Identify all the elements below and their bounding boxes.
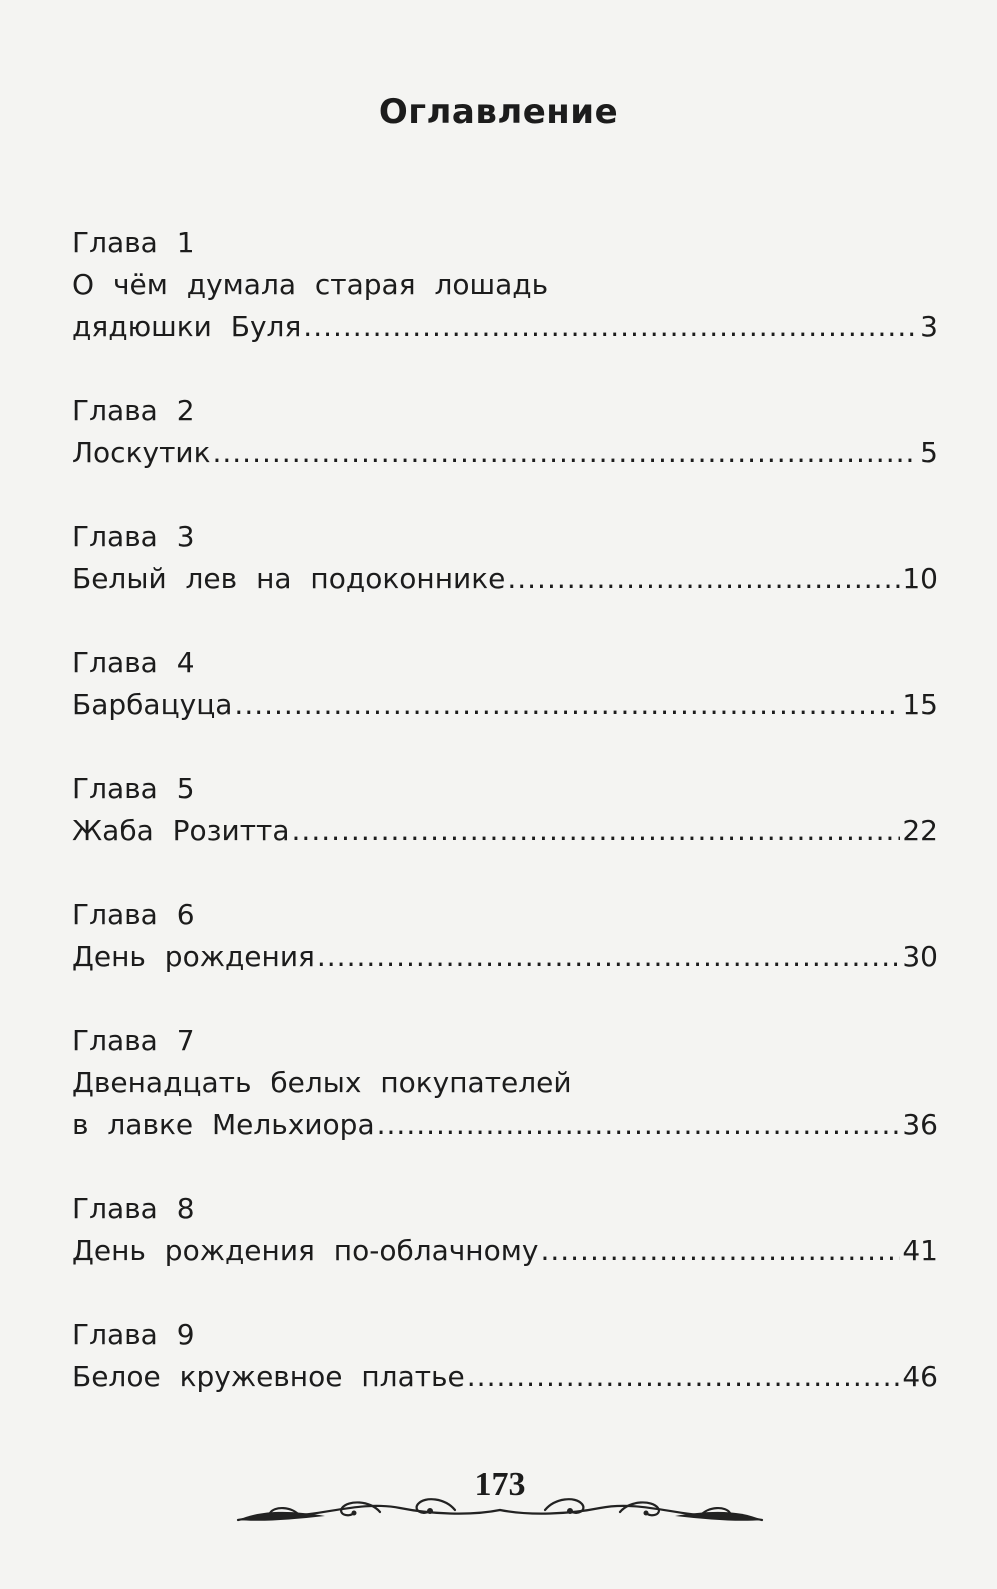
dot-leader (317, 936, 900, 978)
dot-leader (212, 432, 918, 474)
chapter-page-number: 46 (902, 1360, 938, 1393)
chapter-page-number: 10 (902, 562, 938, 595)
page-footer (230, 1458, 770, 1528)
chapter-title: Лоскутик (72, 436, 211, 469)
chapter-title: в лавке Мельхиора (72, 1108, 375, 1141)
dot-leader (540, 1230, 900, 1272)
chapter-label: Глава 6 (72, 898, 195, 931)
toc-entry (72, 1314, 938, 1398)
toc-entry (72, 516, 938, 600)
chapter-title: Двенадцать белых покупателей (72, 1066, 572, 1099)
chapter-page-number: 36 (902, 1108, 938, 1141)
chapter-label: Глава 7 (72, 1024, 195, 1057)
chapter-title-line (72, 1356, 938, 1398)
chapter-label: Глава 9 (72, 1318, 195, 1351)
chapter-title: День рождения по-облачному (72, 1234, 539, 1267)
chapter-title: Барбацуца (72, 688, 233, 721)
dot-leader (303, 306, 918, 348)
toc-entry (72, 642, 938, 726)
dot-leader (467, 1356, 901, 1398)
toc-entry (72, 390, 938, 474)
chapter-title-line (72, 432, 938, 474)
chapter-title: День рождения (72, 940, 315, 973)
chapter-title-line (72, 810, 938, 852)
chapter-label: Глава 1 (72, 226, 195, 259)
chapter-page-number: 3 (920, 310, 938, 343)
chapter-label: Глава 2 (72, 394, 195, 427)
chapter-title-line (72, 1104, 938, 1146)
toc-entry (72, 1188, 938, 1272)
table-of-contents (72, 222, 938, 1398)
chapter-title-line (72, 1062, 938, 1104)
dot-leader (507, 558, 900, 600)
chapter-title-line (72, 264, 938, 306)
chapter-title-line (72, 558, 938, 600)
chapter-page-number: 41 (902, 1234, 938, 1267)
chapter-title-line (72, 306, 938, 348)
chapter-title: дядюшки Буля (72, 310, 302, 343)
chapter-page-number: 22 (902, 814, 938, 847)
dot-leader (234, 684, 900, 726)
chapter-title: Жаба Розитта (72, 814, 290, 847)
chapter-label: Глава 8 (72, 1192, 195, 1225)
dot-leader (377, 1104, 901, 1146)
toc-entry (72, 894, 938, 978)
chapter-label: Глава 5 (72, 772, 195, 805)
toc-entry (72, 768, 938, 852)
chapter-page-number: 5 (920, 436, 938, 469)
chapter-title: О чём думала старая лошадь (72, 268, 549, 301)
page-number: 173 (474, 1466, 526, 1503)
page-title: Оглавление (378, 92, 619, 132)
chapter-title-line (72, 684, 938, 726)
chapter-page-number: 30 (902, 940, 938, 973)
chapter-title: Белый лев на подоконнике (72, 562, 506, 595)
chapter-label: Глава 4 (72, 646, 195, 679)
chapter-title-line (72, 936, 938, 978)
chapter-title: Белое кружевное платье (72, 1360, 465, 1393)
dot-leader (292, 810, 901, 852)
chapter-label: Глава 3 (72, 520, 195, 553)
toc-entry (72, 1020, 938, 1146)
chapter-title-line (72, 1230, 938, 1272)
chapter-page-number: 15 (902, 688, 938, 721)
toc-entry (72, 222, 938, 348)
